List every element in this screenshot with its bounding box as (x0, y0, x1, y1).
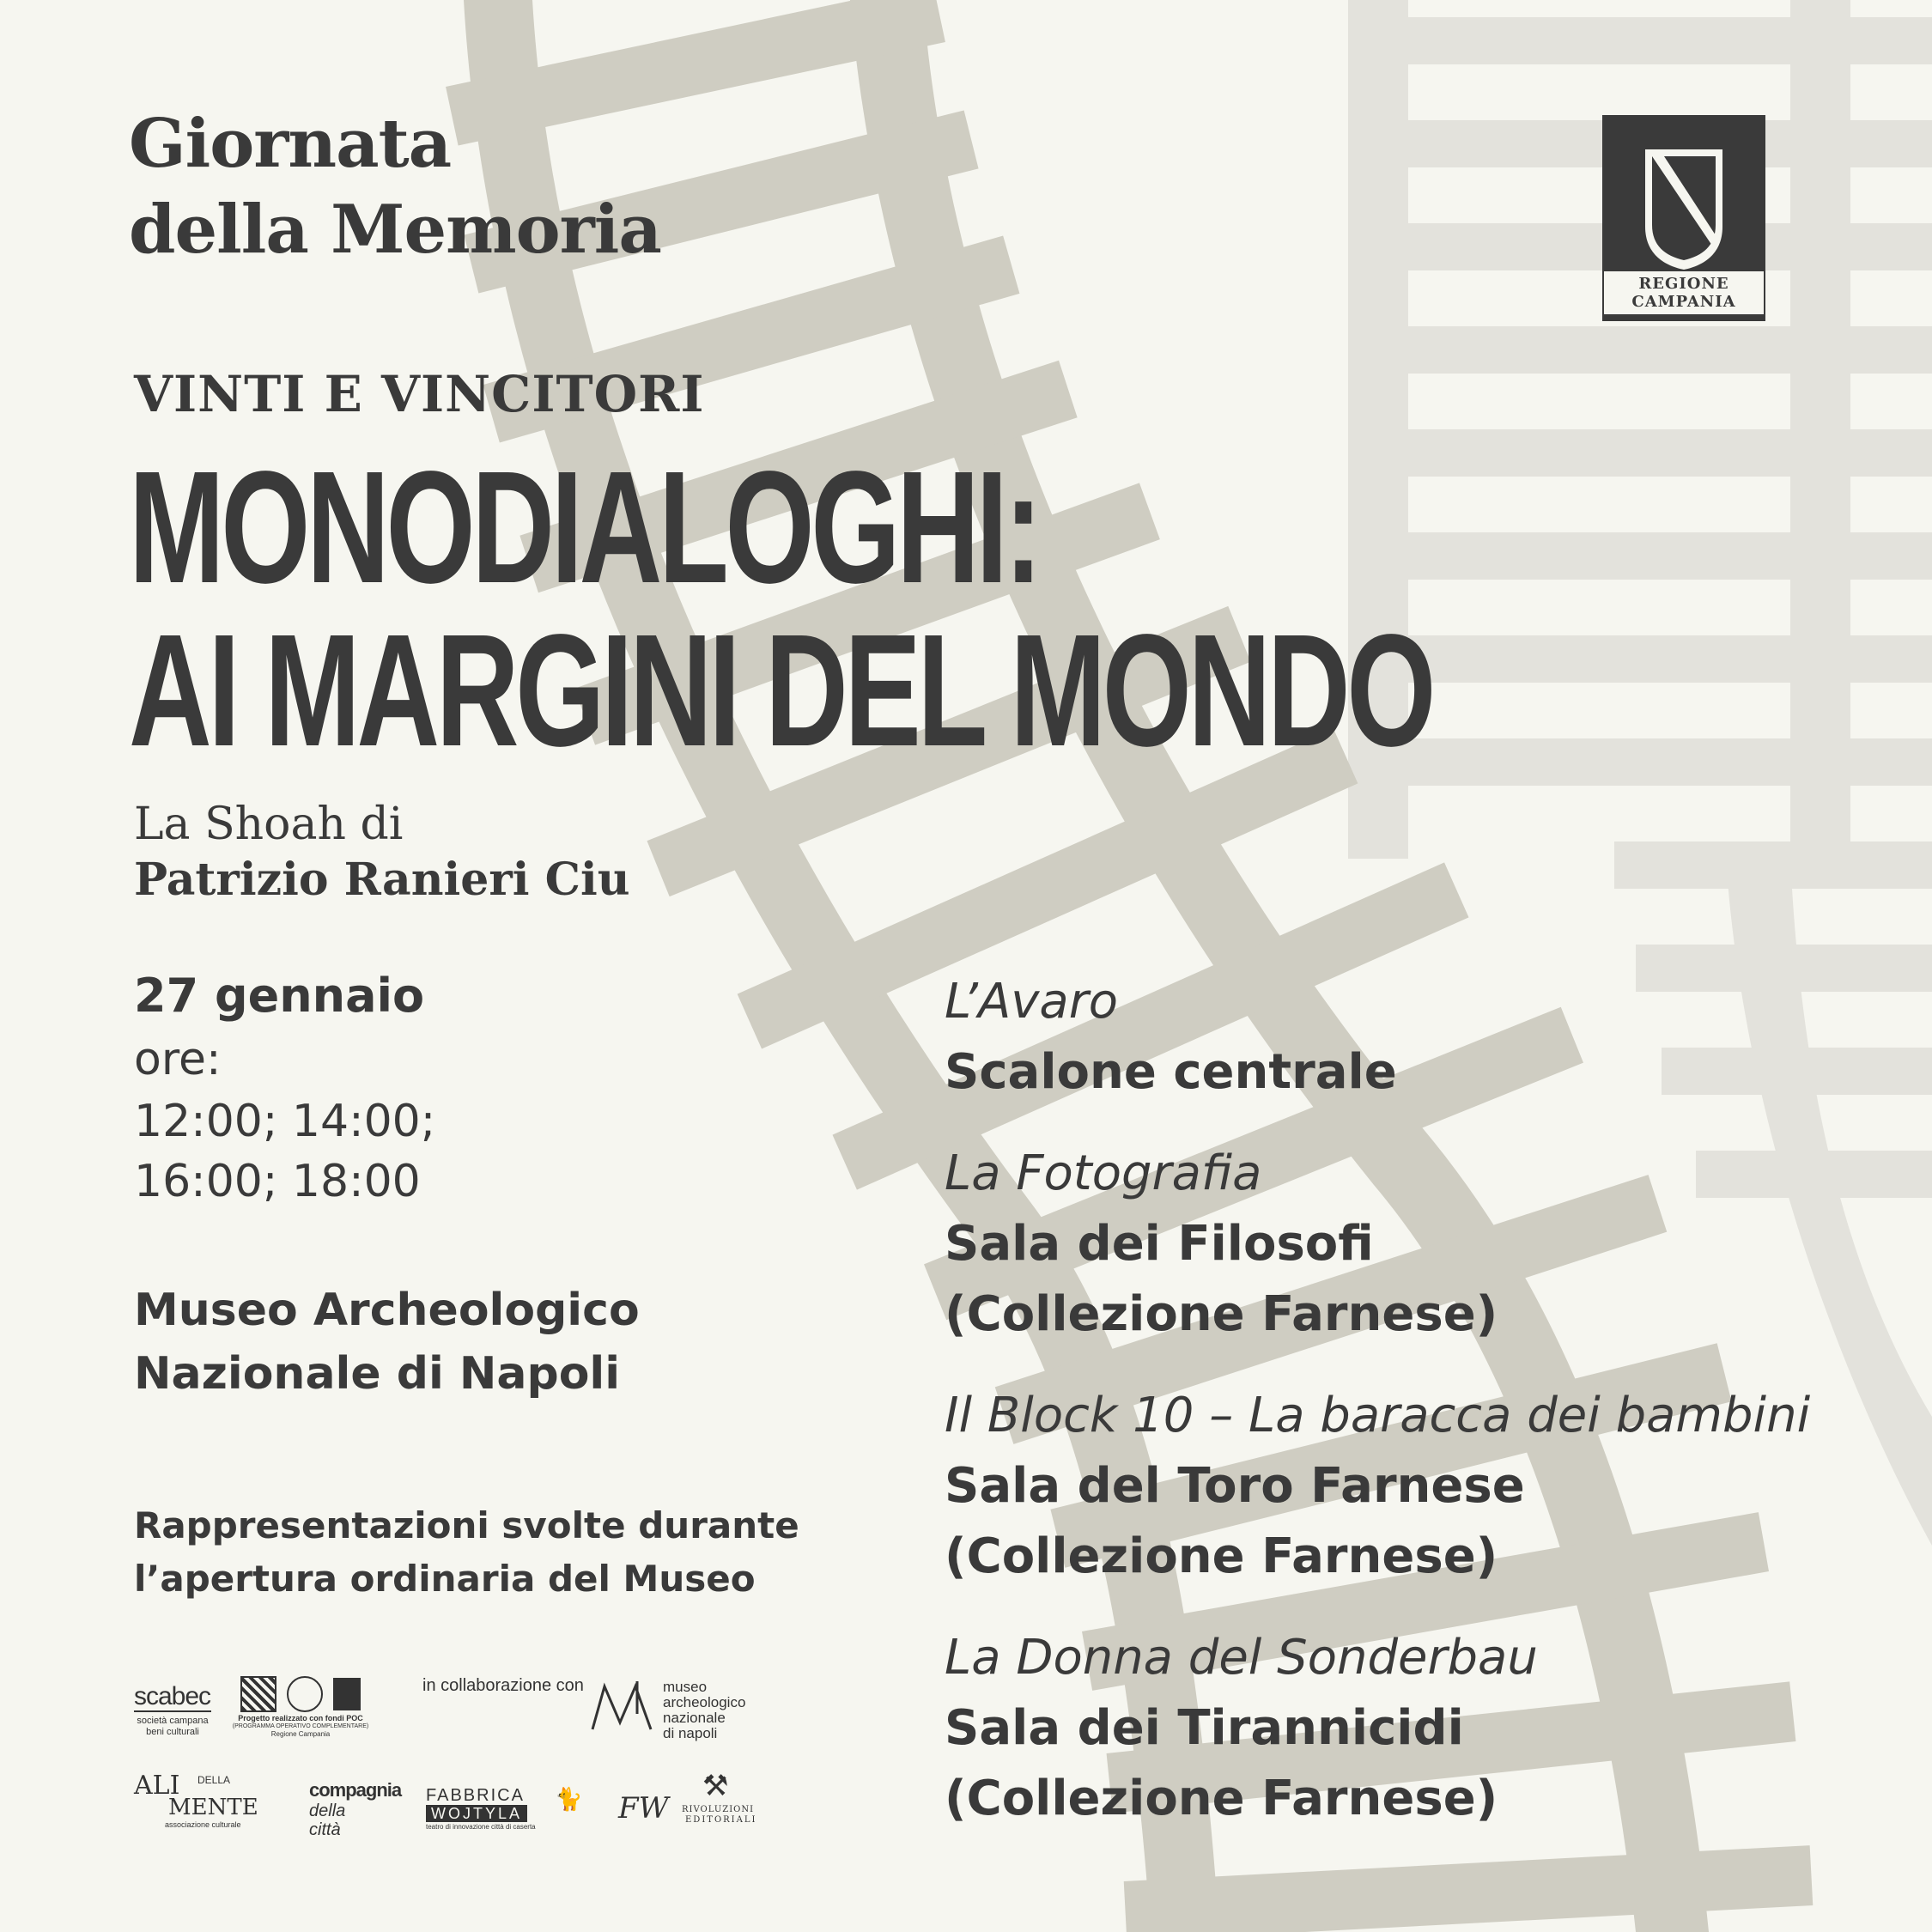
ali-sub: associazione culturale (165, 1820, 241, 1829)
venue-line1: Museo Archeologico (134, 1285, 640, 1336)
mann-line2: archeologico (663, 1694, 746, 1710)
compagnia-della-citta-logo (283, 1777, 402, 1839)
collaboration-label: in collaborazione con (422, 1676, 584, 1695)
performance-venue: Sala dei Filosofi (945, 1216, 1374, 1272)
poc-text2: (PROGRAMMA OPERATIVO COMPLEMENTARE) (232, 1723, 369, 1729)
cat-icon: 🐈 (555, 1786, 583, 1812)
fabbrica-wojtyla-logo (426, 1786, 583, 1831)
regione-campania-small-icon (333, 1678, 361, 1710)
poc-icon (240, 1676, 276, 1712)
performance-venue: Sala dei Tirannicidi (945, 1700, 1464, 1756)
fw-logo (613, 1774, 669, 1834)
times-line1: 12:00; 14:00; (134, 1096, 436, 1147)
performance-title: Il Block 10 – La baracca dei bambini (945, 1388, 1811, 1443)
scabec-name: scabec (134, 1682, 211, 1710)
note-line1: Rappresentazioni svolte durante (134, 1504, 799, 1546)
mann-line4: di napoli (663, 1725, 718, 1741)
main-title-line1: MONODIALOGHI: (129, 439, 1039, 617)
performance-title: La Donna del Sonderbau (945, 1630, 1538, 1686)
compagnia-line2: della città (309, 1801, 346, 1839)
scabec-logo (134, 1683, 211, 1738)
mann-line1: museo (663, 1679, 708, 1695)
author-intro: La Shoah di (134, 799, 404, 850)
giornata-line2: della Memoria (129, 191, 661, 269)
performance-title: La Fotografia (945, 1145, 1262, 1201)
rivoluzioni-line2: EDITORIALI (685, 1815, 757, 1825)
performance-venue: Sala del Toro Farnese (945, 1458, 1525, 1514)
regione-campania-label: REGIONE CAMPANIA (1602, 270, 1765, 316)
main-title-line2: AI MARGINI DEL MONDO (129, 602, 1433, 780)
performance-title: L’Avaro (945, 974, 1118, 1030)
venue-line2: Nazionale di Napoli (134, 1348, 621, 1400)
performance-venue-collection: (Collezione Farnese) (945, 1286, 1498, 1342)
fw-mark: FW (618, 1791, 669, 1826)
mann-line3: nazionale (663, 1710, 726, 1726)
ali-della-mente-logo (134, 1771, 258, 1831)
poc-logos (232, 1674, 369, 1738)
scabec-sub1: società campana (137, 1716, 209, 1726)
scabec-sub2: beni culturali (146, 1727, 199, 1737)
ali-della: DELLA (197, 1774, 231, 1786)
poc-text1: Progetto realizzato con fondi POC (238, 1714, 363, 1722)
event-day-title (129, 101, 661, 273)
mann-m-icon (589, 1680, 658, 1731)
hammer-sickle-icon: ⚒ (702, 1770, 729, 1802)
series-title: VINTI E VINCITORI (134, 365, 705, 423)
fabbrica-sub: teatro di innovazione città di caserta (426, 1823, 536, 1831)
fabbrica-line2: WOJTYLA (426, 1805, 527, 1822)
giornata-line1: Giornata (129, 105, 452, 183)
event-date: 27 gennaio (134, 969, 425, 1023)
ali-name: ALI (134, 1771, 180, 1801)
performance-venue-collection: (Collezione Farnese) (945, 1528, 1498, 1584)
poc-text3: Regione Campania (270, 1730, 331, 1738)
rivoluzioni-line1: RIVOLUZIONI (682, 1805, 755, 1814)
times-label: ore: (134, 1034, 222, 1085)
performance-venue: Scalone centrale (945, 1044, 1397, 1100)
fabbrica-line1: FABBRICA (426, 1786, 525, 1805)
poc-emblems (232, 1674, 369, 1714)
main-title (129, 439, 1433, 780)
rivoluzioni-editoriali-logo (682, 1769, 759, 1838)
times-line2: 16:00; 18:00 (134, 1156, 421, 1207)
performance-venue-collection: (Collezione Farnese) (945, 1771, 1498, 1826)
ali-mente: MENTE (168, 1795, 258, 1820)
author-name: Patrizio Ranieri Ciu (134, 854, 630, 906)
note-line2: l’apertura ordinaria del Museo (134, 1558, 756, 1600)
italian-republic-emblem-icon (287, 1676, 323, 1712)
regione-campania-logo (1602, 115, 1765, 321)
compagnia-line1: compagnia (309, 1779, 402, 1801)
